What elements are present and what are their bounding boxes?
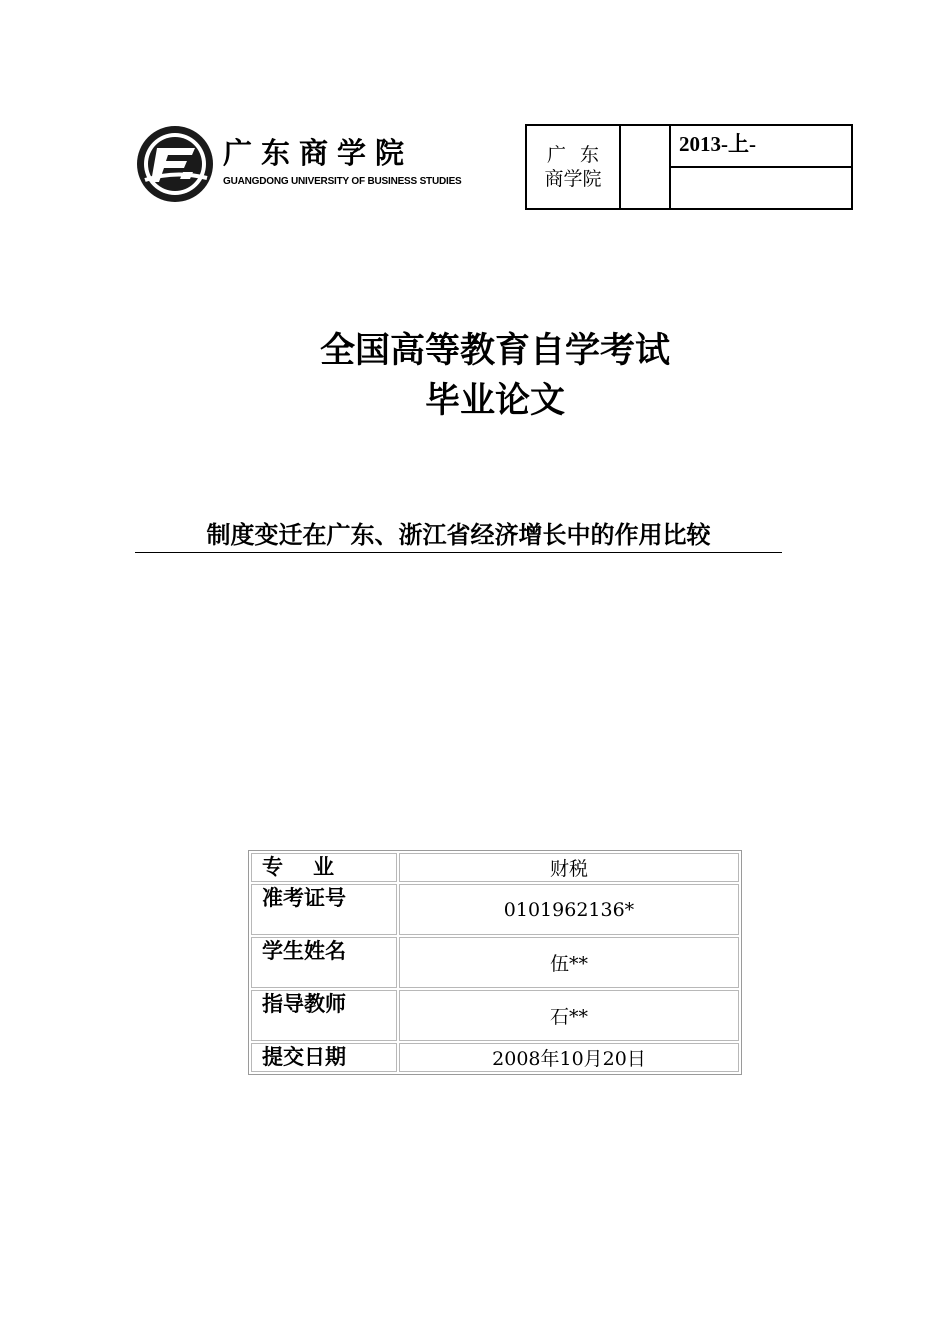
exam-id-value: 0101962136* [399, 884, 739, 935]
blank-cell [620, 125, 670, 209]
thesis-title: 制度变迁在广东、浙江省经济增长中的作用比较 [135, 518, 782, 553]
main-title [0, 326, 950, 426]
student-name-value: 伍** [399, 937, 739, 988]
logo-english-name: GUANGDONG UNIVERSITY OF BUSINESS STUDIES [223, 176, 462, 187]
university-logo [135, 124, 475, 206]
advisor-label: 指导教师 [251, 990, 397, 1041]
table-row [251, 884, 739, 935]
logo-chinese-name: 广东商学院 [223, 136, 414, 170]
school-line2: 商学院 [544, 168, 602, 190]
blank-term-cell [670, 167, 852, 209]
advisor-value: 石** [399, 990, 739, 1041]
student-info-table [248, 850, 742, 1075]
submit-date-label: 提交日期 [251, 1043, 397, 1072]
university-emblem-icon [135, 124, 215, 204]
table-row [251, 990, 739, 1041]
submit-date-value: 2008年10月20日 [399, 1043, 739, 1072]
table-row [251, 1043, 739, 1072]
school-name-cell [526, 125, 620, 209]
main-title-line1: 全国高等教育自学考试 [319, 331, 670, 371]
header-info-table [525, 124, 853, 210]
major-value: 财税 [399, 853, 739, 882]
student-name-label: 学生姓名 [251, 937, 397, 988]
term-cell: 2013-上- [670, 125, 852, 167]
major-label: 专业 [251, 853, 397, 882]
table-row [251, 937, 739, 988]
exam-id-label: 准考证号 [251, 884, 397, 935]
table-row [251, 853, 739, 882]
main-title-line2: 毕业论文 [424, 381, 565, 421]
school-line1: 广东 [546, 144, 613, 166]
